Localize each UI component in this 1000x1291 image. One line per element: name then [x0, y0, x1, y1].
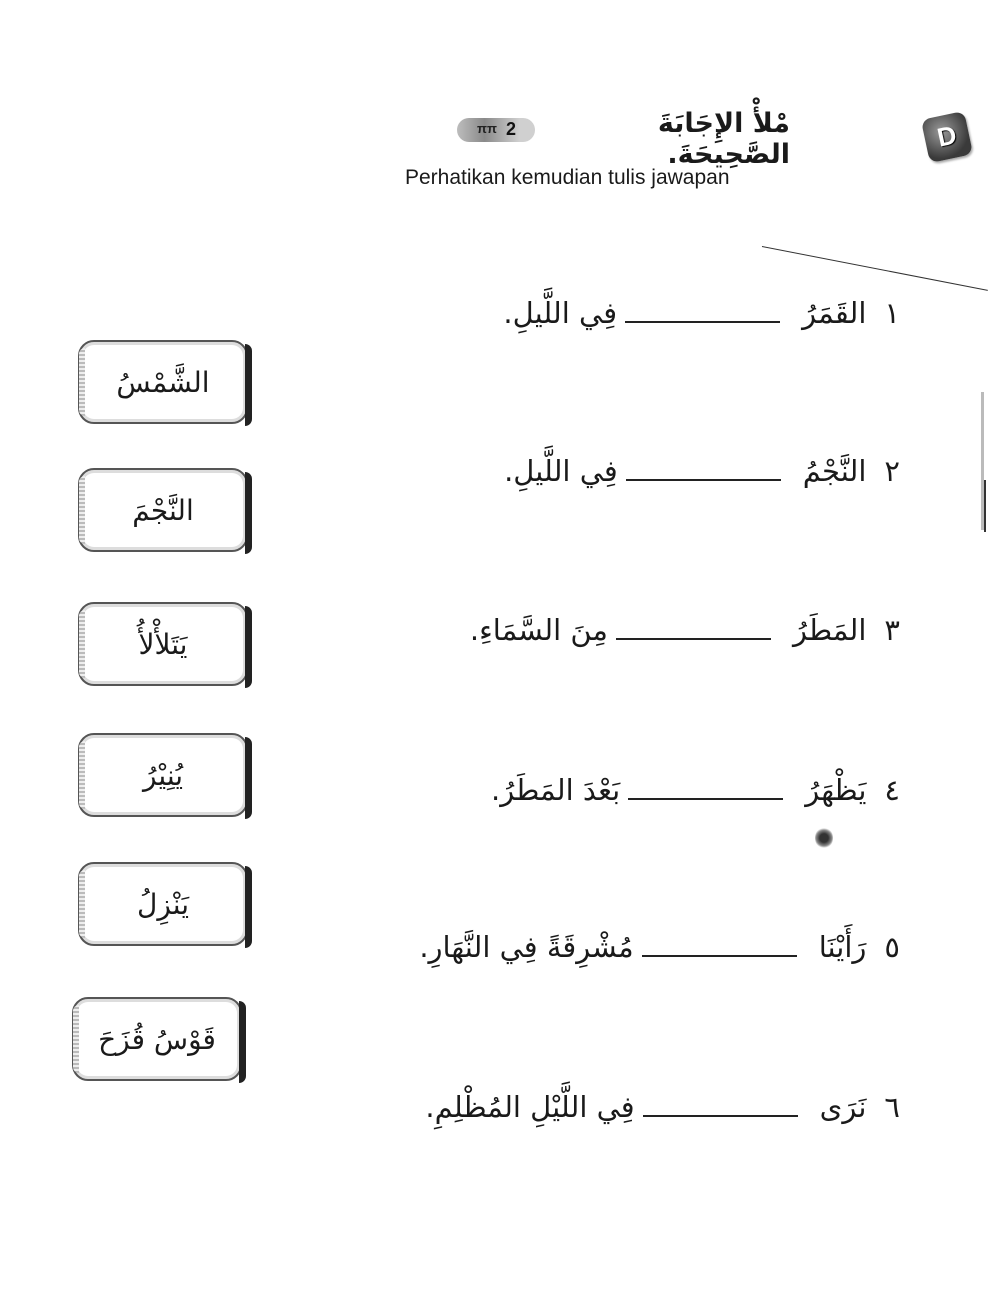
word-bank-item[interactable]: الشَّمْسُ	[78, 340, 248, 424]
sentence-number: ٥	[884, 930, 900, 964]
sentence-number: ٦	[884, 1090, 900, 1124]
sentence-6	[425, 1090, 900, 1124]
sentence-subject: رَأَيْنَا	[818, 930, 867, 964]
sentence-subject: القَمَرُ	[802, 296, 867, 330]
sentence-subject: نَرَى	[819, 1090, 867, 1124]
section-badge	[921, 111, 973, 163]
sentence-subject: يَظْهَرُ	[805, 773, 867, 807]
sentence-rest: بَعْدَ المَطَرُ.	[491, 773, 621, 807]
sentence-1	[503, 296, 900, 330]
page-edge-mark-dark	[984, 480, 986, 532]
sentence-rest: فِي اللَّيْلِ المُظْلِمِ.	[425, 1090, 635, 1124]
sentence-4	[491, 773, 900, 807]
sentence-number: ١	[884, 296, 900, 330]
instruction-title-arabic: مْلأْ الإِجَابَةَ الصَّحِيحَةَ.	[657, 108, 790, 170]
section-letter: D	[934, 119, 960, 153]
sentence-rest: مِنَ السَّمَاءِ.	[469, 613, 608, 647]
sentence-3	[470, 613, 900, 647]
sentence-rest: مُشْرِقَةً فِي النَّهَارِ.	[419, 930, 634, 964]
word-bank-item[interactable]: يَنْزِلُ	[78, 862, 248, 946]
sentence-number: ٤	[884, 773, 900, 807]
word-bank-item[interactable]: يُنِيْرُ	[78, 733, 248, 817]
sentence-subject: المَطَرُ	[792, 613, 867, 647]
answer-blank-5[interactable]	[642, 954, 797, 957]
answer-blank-6[interactable]	[643, 1114, 798, 1117]
answer-blank-2[interactable]	[626, 478, 781, 481]
answer-blank-4[interactable]	[628, 797, 783, 800]
answer-blank-3[interactable]	[616, 637, 771, 640]
sentence-number: ٢	[884, 454, 900, 488]
sentence-rest: فِي اللَّيلِ.	[503, 296, 618, 330]
question-number-pill	[457, 118, 535, 142]
scan-line-decoration	[762, 246, 988, 291]
question-number: 2	[506, 119, 517, 139]
answer-blank-1[interactable]	[625, 320, 780, 323]
sentence-2	[504, 454, 900, 488]
sentence-number: ٣	[884, 613, 900, 647]
scan-speck	[815, 827, 833, 849]
word-bank-item[interactable]: يَتَلأْلأُ	[78, 602, 248, 686]
sentence-rest: فِي اللَّيلِ.	[504, 454, 618, 488]
sentence-subject: النَّجْمُ	[802, 454, 867, 488]
sentence-5	[419, 930, 900, 964]
word-bank-item[interactable]: قَوْسُ قُزَحَ	[72, 997, 242, 1081]
pill-symbol: ππ	[477, 121, 497, 136]
instruction-subtitle: Perhatikan kemudian tulis jawapan	[405, 166, 730, 189]
word-bank-item[interactable]: النَّجْمَ	[78, 468, 248, 552]
